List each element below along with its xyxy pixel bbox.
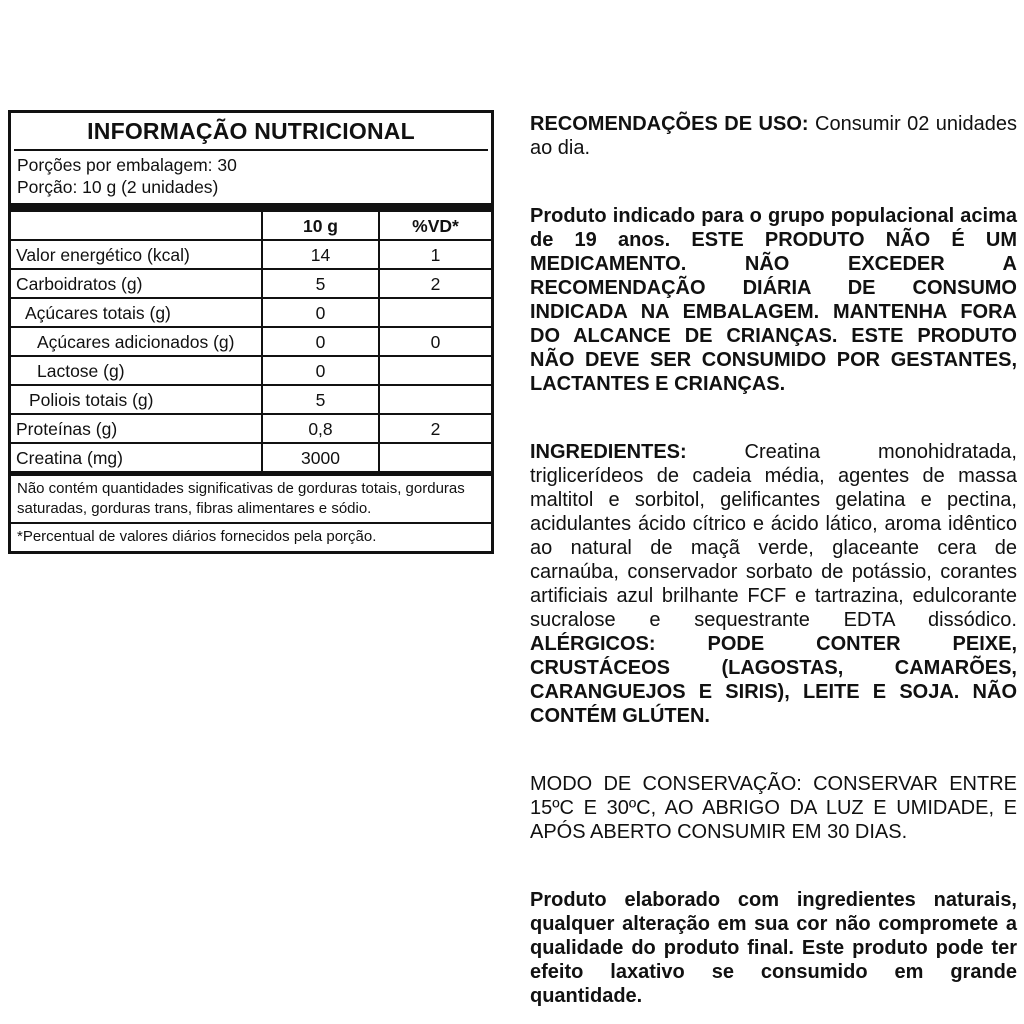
nutrient-name: Valor energético (kcal) bbox=[16, 245, 190, 265]
info-column bbox=[530, 112, 1017, 1008]
no-significant-amounts-note: Não contém quantidades significativas de gorduras totais, gorduras saturadas, gorduras trans, fibras alimentares e sódio. bbox=[11, 471, 491, 522]
nutrient-name: Creatina (mg) bbox=[16, 448, 123, 468]
table-row bbox=[11, 268, 491, 297]
table-row bbox=[11, 326, 491, 355]
nutrient-dv bbox=[378, 386, 491, 413]
nutrient-name: Poliois totais (g) bbox=[29, 390, 154, 410]
table-row bbox=[11, 413, 491, 442]
storage-paragraph: MODO DE CONSERVAÇÃO: CONSERVAR ENTRE 15ºC E 30ºC, AO ABRIGO DA LUZ E UMIDADE, E APÓS ABERTO CONSUMIR EM 30 DIAS. bbox=[530, 773, 1017, 843]
nutrient-dv bbox=[378, 357, 491, 384]
header-amount-cell: 10 g bbox=[261, 212, 378, 239]
nutrient-dv: 0 bbox=[378, 328, 491, 355]
nutrient-dv bbox=[378, 444, 491, 471]
nutrient-dv: 2 bbox=[378, 270, 491, 297]
nutrient-amount: 0 bbox=[261, 328, 378, 355]
nutrient-name: Açúcares adicionados (g) bbox=[37, 332, 235, 352]
table-row bbox=[11, 442, 491, 471]
table-row bbox=[11, 239, 491, 268]
ingredients-label: INGREDIENTES: bbox=[530, 441, 687, 463]
nutrient-amount: 5 bbox=[261, 386, 378, 413]
header-dv-cell: %VD* bbox=[378, 212, 491, 239]
ingredients-paragraph bbox=[530, 440, 1017, 728]
nutrient-amount: 0 bbox=[261, 357, 378, 384]
header-nutrient-cell bbox=[11, 212, 261, 239]
usage-recommendations-text: Consumir 02 unidades ao dia. bbox=[530, 113, 1017, 159]
thick-divider-bar bbox=[11, 203, 491, 212]
portion-size: Porção: 10 g (2 unidades) bbox=[17, 177, 219, 197]
nutrient-amount: 0 bbox=[261, 299, 378, 326]
usage-recommendations-label: RECOMENDAÇÕES DE USO: bbox=[530, 113, 809, 135]
nutrient-dv: 1 bbox=[378, 241, 491, 268]
table-row bbox=[11, 355, 491, 384]
nutrition-table-title: INFORMAÇÃO NUTRICIONAL bbox=[87, 118, 415, 144]
table-row bbox=[11, 384, 491, 413]
nutrient-name: Lactose (g) bbox=[37, 361, 125, 381]
nutrition-facts-table bbox=[8, 110, 494, 554]
ingredients-text: Creatina monohidratada, triglicerídeos de cadeia média, agentes de massa maltitol e sorbitol, gelificantes gelatina e pectina, acidulantes ácido cítrico e ácido lático, aroma idêntico ao natural de maçã verde, glaceante cera de carnaúba, conservador sorbato de potássio, corantes artificiais azul brilhante FCF e tartrazina, edulcorante sucralose e sequestrante EDTA dissódico. bbox=[530, 441, 1017, 631]
nutrient-amount: 5 bbox=[261, 270, 378, 297]
nutrient-dv: 2 bbox=[378, 415, 491, 442]
nutrient-dv bbox=[378, 299, 491, 326]
nutrient-name: Carboidratos (g) bbox=[16, 274, 143, 294]
nutrient-amount: 14 bbox=[261, 241, 378, 268]
allergens-text: ALÉRGICOS: PODE CONTER PEIXE, CRUSTÁCEOS (LAGOSTAS, CAMARÕES, CARANGUEJOS E SIRIS), LEITE E SOJA. NÃO CONTÉM GLÚTEN. bbox=[530, 633, 1017, 727]
natural-ingredients-paragraph: Produto elaborado com ingredientes naturais, qualquer alteração em sua cor não compromete a qualidade do produto final. Este produto pode ter efeito laxativo se consumido em grande quantidade. bbox=[530, 889, 1017, 1007]
nutrient-amount: 3000 bbox=[261, 444, 378, 471]
servings-per-package: Porções por embalagem: 30 bbox=[17, 155, 237, 175]
serving-info bbox=[11, 151, 491, 203]
warning-paragraph: Produto indicado para o grupo populacional acima de 19 anos. ESTE PRODUTO NÃO É UM MEDICAMENTO. NÃO EXCEDER A RECOMENDAÇÃO DIÁRIA DE CONSUMO INDICADA NA EMBALAGEM. MANTENHA FORA DO ALCANCE DE CRIANÇAS. ESTE PRODUTO NÃO DEVE SER CONSUMIDO POR GESTANTES, LACTANTES E CRIANÇAS. bbox=[530, 205, 1017, 395]
table-row bbox=[11, 297, 491, 326]
usage-recommendations-paragraph bbox=[530, 112, 1017, 160]
table-header-row bbox=[11, 212, 491, 239]
nutrient-name: Proteínas (g) bbox=[16, 419, 118, 439]
nutrient-name: Açúcares totais (g) bbox=[25, 303, 171, 323]
daily-value-note: *Percentual de valores diários fornecidos pela porção. bbox=[11, 522, 491, 551]
nutrient-amount: 0,8 bbox=[261, 415, 378, 442]
